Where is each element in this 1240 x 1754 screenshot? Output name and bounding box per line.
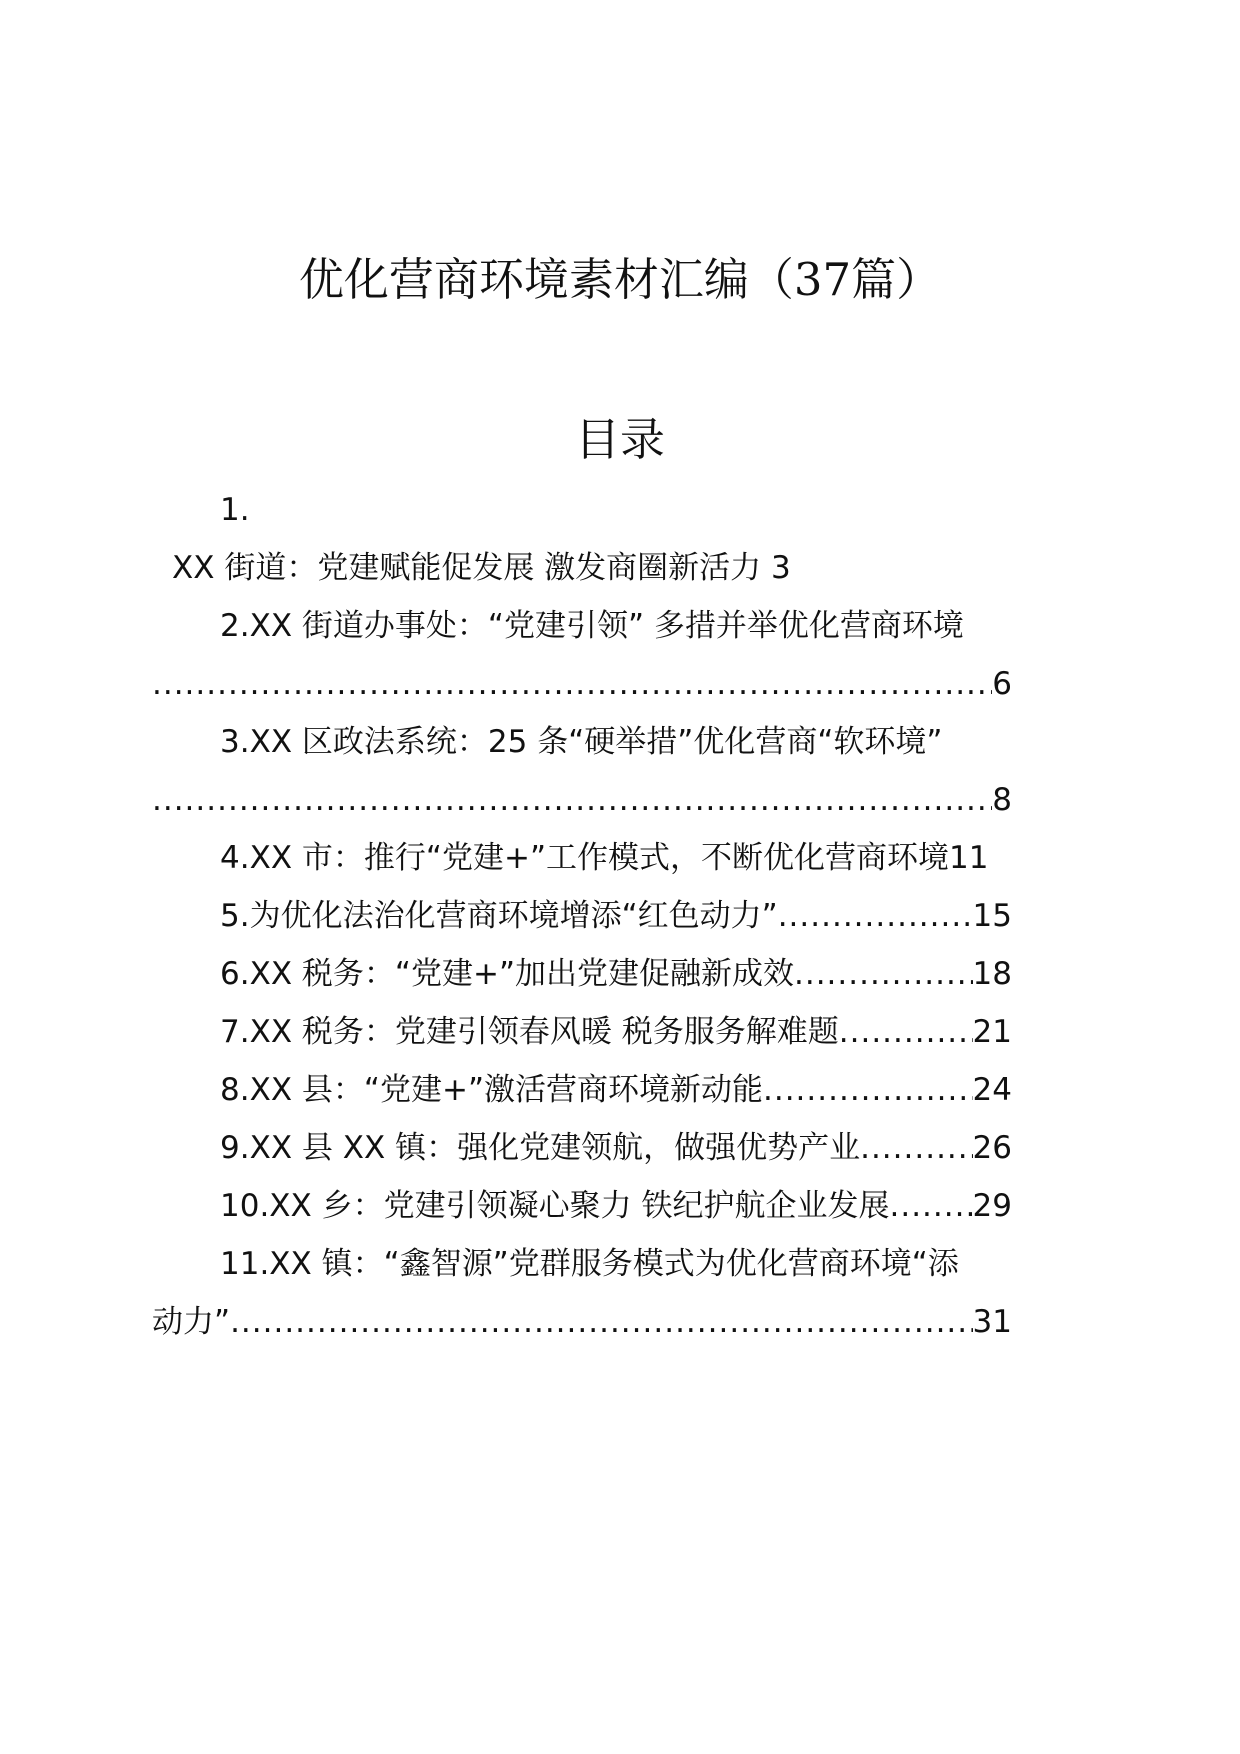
toc-entry-10[interactable]	[220, 1184, 1012, 1228]
title-text-end: 篇）	[851, 253, 942, 306]
toc-entry-5-page: 15	[972, 898, 1012, 934]
dot-leader	[860, 1126, 972, 1170]
toc-entry-5-text: 5.为优化法治化营商环境增添“红色动力”	[220, 898, 778, 934]
title-count: 37	[793, 253, 852, 306]
toc-entry-1-text[interactable]: XX 街道：党建赋能促发展 激发商圈新活力 3	[172, 550, 791, 586]
toc-entry-10-text: 10.XX 乡：党建引领凝心聚力 铁纪护航企业发展	[220, 1188, 890, 1224]
toc-entry-2-leader[interactable]	[152, 662, 1012, 706]
toc-entry-5[interactable]	[220, 894, 1012, 938]
toc-entry-9-page: 26	[972, 1130, 1012, 1166]
toc-entry-8-page: 24	[972, 1072, 1012, 1108]
document-title	[0, 250, 1240, 310]
toc-entry-7-page: 21	[972, 1014, 1012, 1050]
toc-entry-4-text[interactable]: 4.XX 市：推行“党建+”工作模式，不断优化营商环境11	[220, 840, 989, 876]
dot-leader	[152, 778, 992, 822]
toc-entry-11-text-cont: 动力”	[152, 1304, 231, 1340]
dot-leader	[794, 952, 973, 996]
toc-entry-6[interactable]	[220, 952, 1012, 996]
toc-entry-7-text: 7.XX 税务：党建引领春风暖 税务服务解难题	[220, 1014, 839, 1050]
toc-entry-11-leader[interactable]	[152, 1300, 1012, 1344]
dot-leader	[763, 1068, 973, 1112]
toc-entry-2-page: 6	[992, 666, 1012, 702]
dot-leader	[230, 1300, 972, 1344]
toc-entry-11-page: 31	[972, 1304, 1012, 1340]
toc-entry-11-text[interactable]: 11.XX 镇：“鑫智源”党群服务模式为优化营商环境“添	[220, 1246, 959, 1282]
toc-entry-3-text[interactable]: 3.XX 区政法系统：25 条“硬举措”优化营商“软环境”	[220, 724, 943, 760]
toc-entry-10-page: 29	[972, 1188, 1012, 1224]
title-text: 优化营商环境素材汇编（	[298, 253, 794, 306]
dot-leader	[152, 662, 992, 706]
dot-leader	[839, 1010, 973, 1054]
toc-entry-6-page: 18	[972, 956, 1012, 992]
dot-leader	[778, 894, 973, 938]
dot-leader	[889, 1184, 972, 1228]
toc-entry-3-leader[interactable]	[152, 778, 1012, 822]
toc-entry-6-text: 6.XX 税务：“党建+”加出党建促融新成效	[220, 956, 794, 992]
toc-entry-3-page: 8	[992, 782, 1012, 818]
toc-entry-9[interactable]	[220, 1126, 1012, 1170]
toc-entry-8-text: 8.XX 县：“党建+”激活营商环境新动能	[220, 1072, 763, 1108]
toc-entry-2-text[interactable]: 2.XX 街道办事处：“党建引领” 多措并举优化营商环境	[220, 608, 964, 644]
toc-heading: 目录	[574, 413, 665, 466]
toc-entry-8[interactable]	[220, 1068, 1012, 1112]
toc-entry-9-text: 9.XX 县 XX 镇：强化党建领航，做强优势产业	[220, 1130, 861, 1166]
toc-entry-1-number[interactable]: 1.	[220, 492, 250, 528]
toc-entry-7[interactable]	[220, 1010, 1012, 1054]
